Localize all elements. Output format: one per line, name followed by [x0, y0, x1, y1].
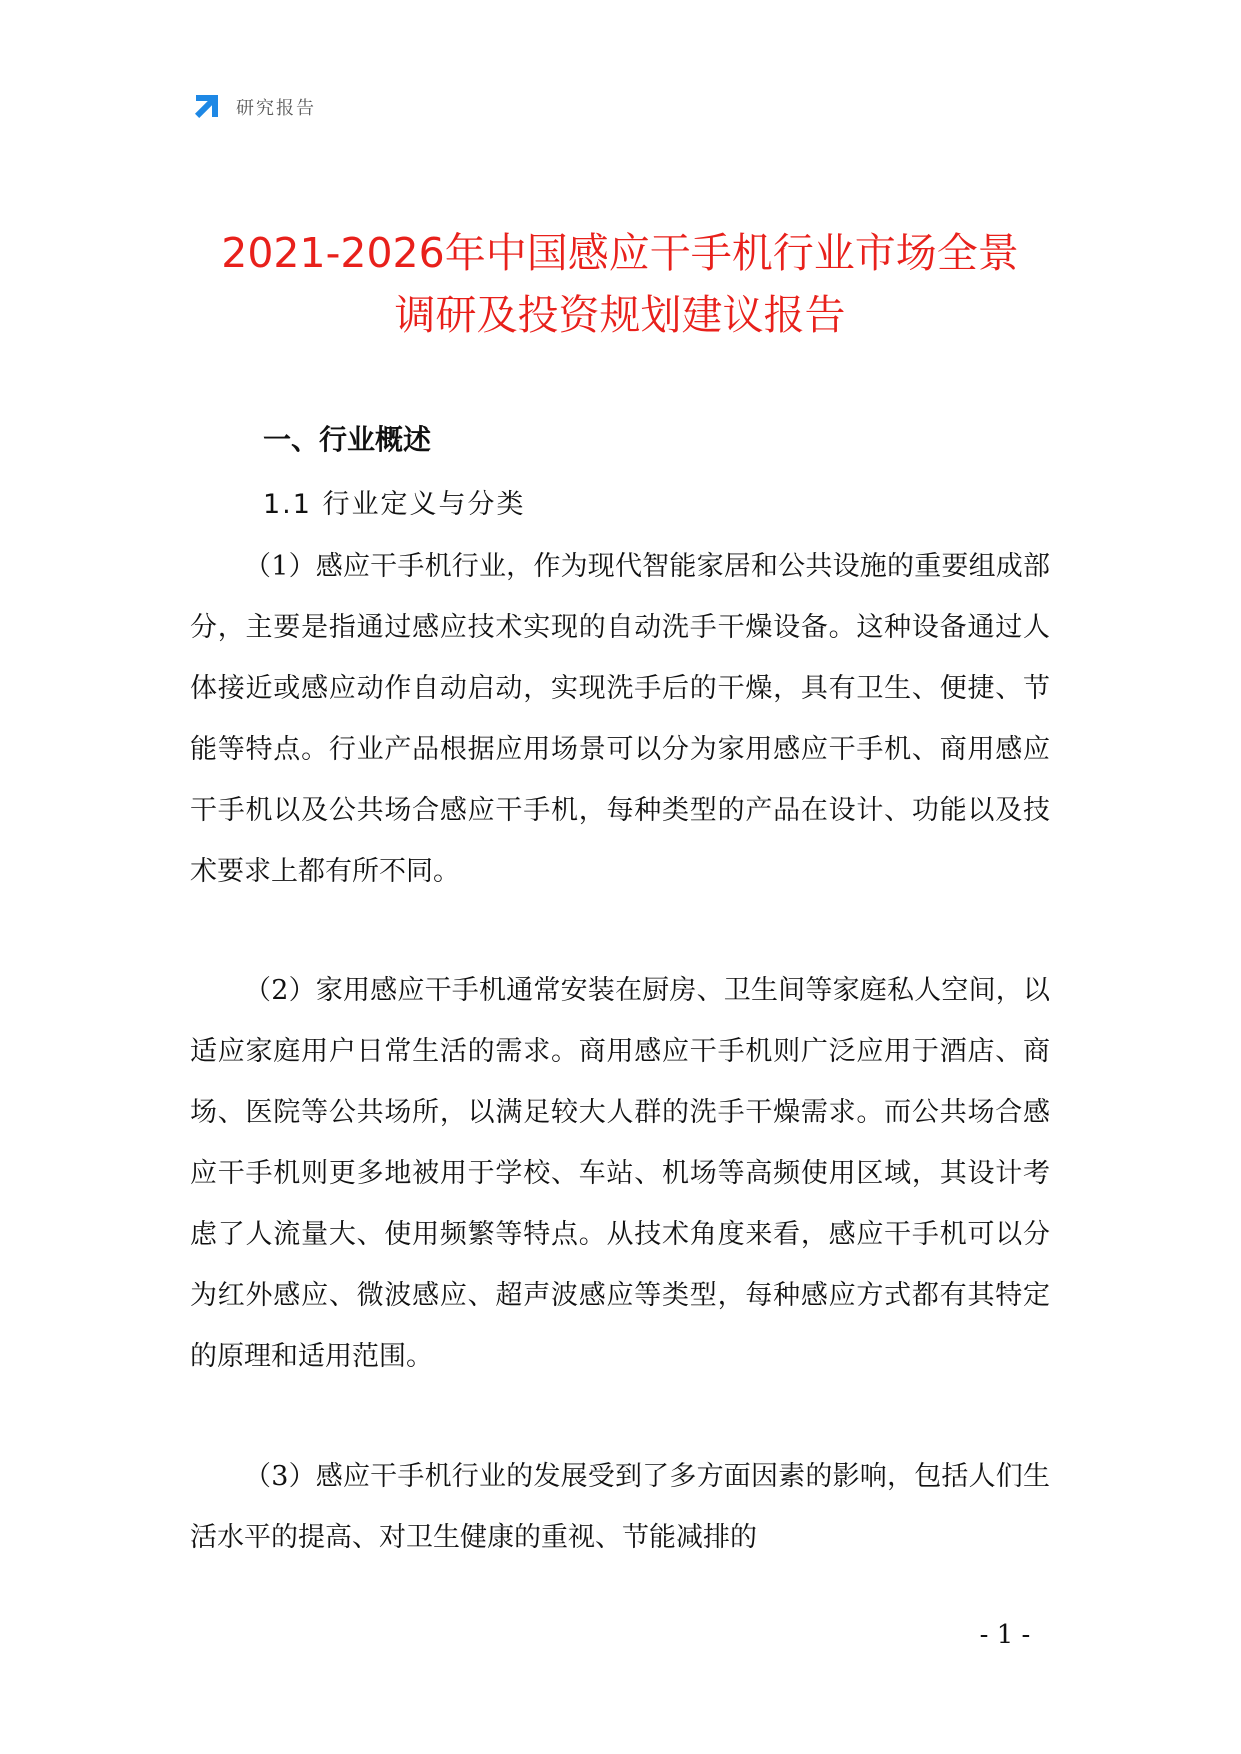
page-number: - 1 -	[979, 1620, 1031, 1650]
title-line-2: 调研及投资规划建议报告	[394, 291, 846, 339]
report-header	[190, 90, 316, 124]
title-line-1: 2021-2026年中国感应干手机行业市场全景	[221, 229, 1019, 277]
section-heading: 一、行业概述	[263, 423, 432, 456]
paragraph-2: （2）家用感应干手机通常安装在厨房、卫生间等家庭私人空间，以适应家庭用户日常生活的需求。商用感应干手机则广泛应用于酒店、商场、医院等公共场所，以满足较大人群的洗手干燥需求。而公共场合感应干手机则更多地被用于学校、车站、机场等高频使用区域，其设计考虑了人流量大、使用频繁等特点。从技术角度来看，感应干手机可以分为红外感应、微波感应、超声波感应等类型，每种感应方式都有其特定的原理和适用范围。	[190, 975, 1050, 1372]
report-title	[150, 222, 1090, 346]
paragraph-3: （3）感应干手机行业的发展受到了多方面因素的影响，包括人们生活水平的提高、对卫生健康的重视、节能减排的	[190, 1461, 1050, 1553]
paragraph-1: （1）感应干手机行业，作为现代智能家居和公共设施的重要组成部分，主要是指通过感应技术实现的自动洗手干燥设备。这种设备通过人体接近或感应动作自动启动，实现洗手后的干燥，具有卫生、便捷、节能等特点。行业产品根据应用场景可以分为家用感应干手机、商用感应干手机以及公共场合感应干手机，每种类型的产品在设计、功能以及技术要求上都有所不同。	[190, 551, 1050, 887]
header-label: 研究报告	[236, 98, 316, 119]
diagonal-arrow-icon	[190, 91, 222, 123]
subsection-heading: 1.1 行业定义与分类	[263, 489, 526, 520]
